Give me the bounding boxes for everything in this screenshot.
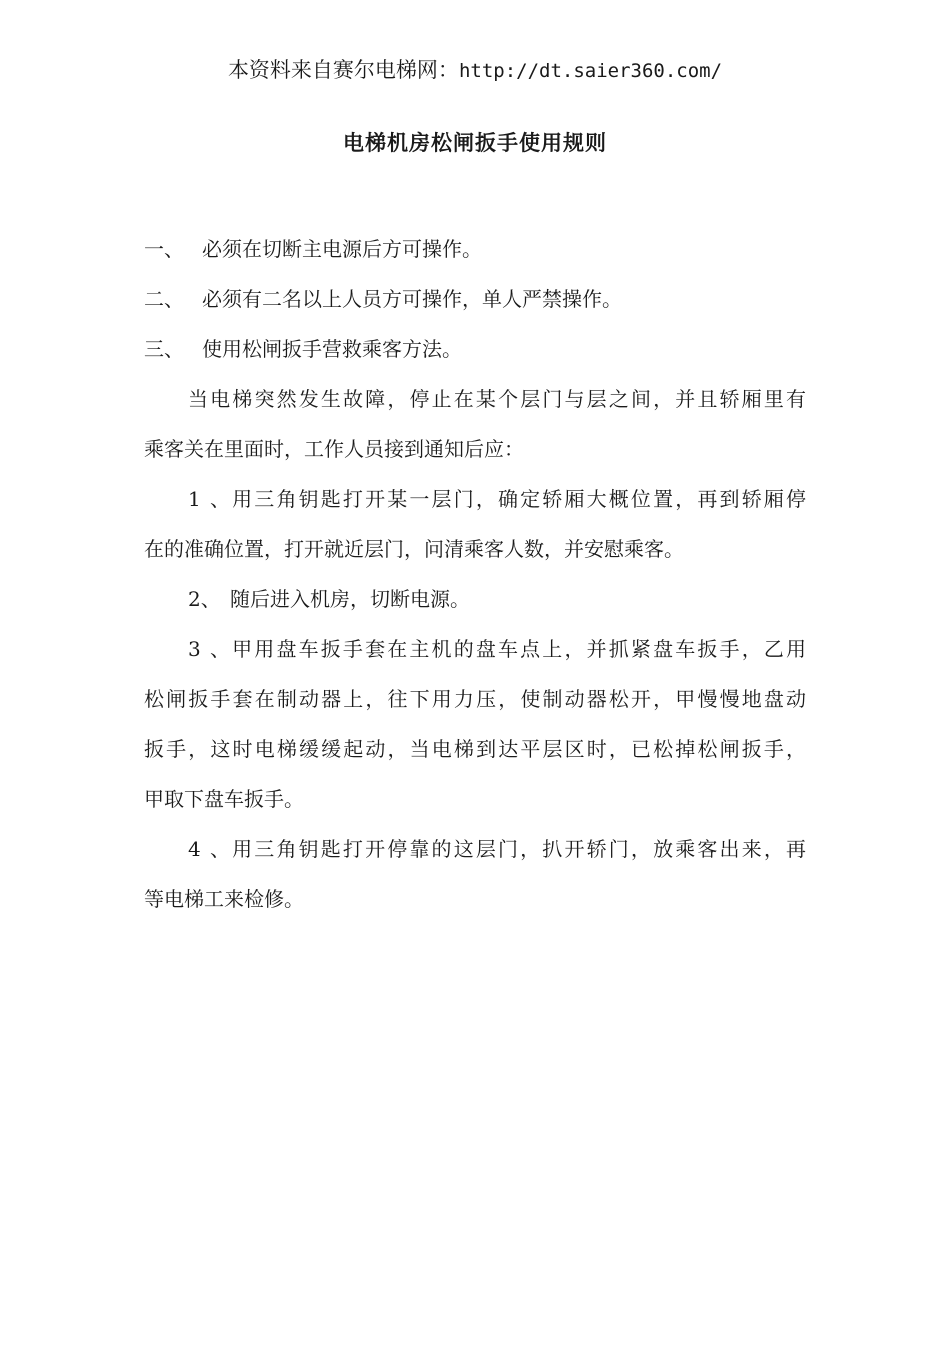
source-prefix: 本资料来自赛尔电梯网： xyxy=(227,58,459,82)
step-number: 1、 xyxy=(188,487,230,511)
step-line: 在的准确位置，打开就近层门，问清乘客人数，并安慰乘客。 xyxy=(144,537,684,561)
step-text: 用三角钥匙打开停靠的这层门，扒开轿门，放乘客出来，再 xyxy=(230,837,806,861)
document-body xyxy=(144,224,806,924)
rule-item xyxy=(144,274,806,324)
step-line: 扳手，这时电梯缓缓起动，当电梯到达平层区时，已松掉松闸扳手， xyxy=(144,737,806,761)
step-line: 甲取下盘车扳手。 xyxy=(144,787,304,811)
rule-number: 一、 xyxy=(144,237,184,261)
rule-text: 必须有二名以上人员方可操作，单人严禁操作。 xyxy=(202,287,622,311)
intro-line: 当电梯突然发生故障，停止在某个层门与层之间，并且轿厢里有 xyxy=(188,387,806,411)
step-number: 2、 xyxy=(188,587,221,611)
rule-item xyxy=(144,324,806,374)
source-url: http://dt.saier360.com/ xyxy=(458,60,723,82)
document-title: 电梯机房松闸扳手使用规则 xyxy=(343,131,607,155)
intro-line: 乘客关在里面时，工作人员接到通知后应： xyxy=(144,437,524,461)
rule-text: 必须在切断主电源后方可操作。 xyxy=(202,237,482,261)
step-line xyxy=(144,574,806,624)
source-header xyxy=(0,55,950,86)
rule-number: 三、 xyxy=(144,337,184,361)
step-number: 4、 xyxy=(188,837,230,861)
rule-item xyxy=(144,224,806,274)
step-line: 等电梯工来检修。 xyxy=(144,887,304,911)
rule-number: 二、 xyxy=(144,287,184,311)
step-line xyxy=(144,824,806,874)
step-text: 随后进入机房，切断电源。 xyxy=(230,587,470,611)
step-line xyxy=(144,474,806,524)
step-text: 用三角钥匙打开某一层门，确定轿厢大概位置，再到轿厢停 xyxy=(230,487,806,511)
step-line: 松闸扳手套在制动器上，往下用力压，使制动器松开，甲慢慢地盘动 xyxy=(144,687,806,711)
step-line xyxy=(144,624,806,674)
rule-text: 使用松闸扳手营救乘客方法。 xyxy=(202,337,462,361)
step-number: 3、 xyxy=(188,637,230,661)
step-text: 甲用盘车扳手套在主机的盘车点上，并抓紧盘车扳手，乙用 xyxy=(230,637,806,661)
